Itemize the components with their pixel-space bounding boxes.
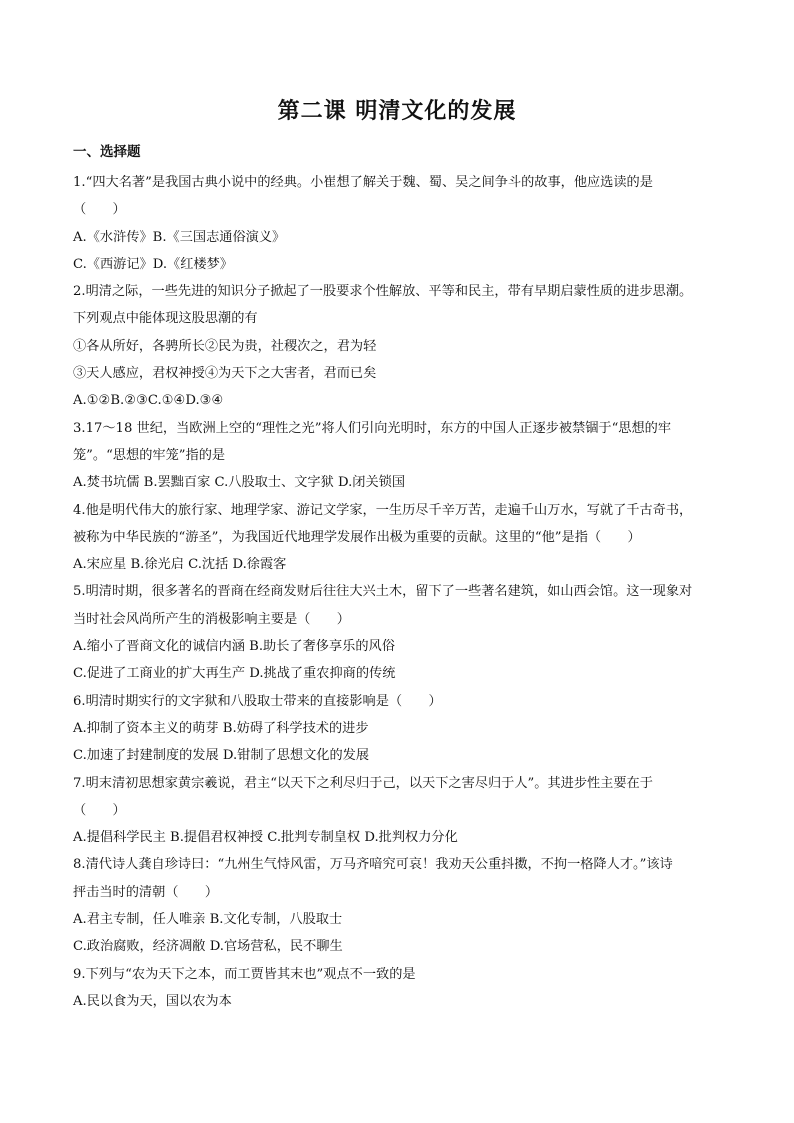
question-item xyxy=(73,688,723,770)
question-option-line: A.提倡科学民主 B.提倡君权神授 C.批判专制皇权 D.批判权力分化 xyxy=(73,830,458,846)
question-item xyxy=(73,497,723,579)
question-item xyxy=(73,169,723,278)
question-stem-line: 9.下列与“农为天下之本，而工贾皆其末也”观点不一致的是 xyxy=(73,966,416,982)
question-option-line: A.宋应星 B.徐光启 C.沈括 D.徐霞客 xyxy=(73,557,287,573)
question-option-line: C.《西游记》D.《红楼梦》 xyxy=(73,256,233,272)
question-option-line: A.《水浒传》B.《三国志通俗演义》 xyxy=(73,229,286,245)
question-option-line: A.君主专制，任人唯亲 B.文化专制，八股取士 xyxy=(73,912,343,928)
question-stem-line: 8.清代诗人龚自珍诗曰：“九州生气恃风雷，万马齐喑究可哀！我劝天公重抖擞，不拘一格降人才。”该诗 xyxy=(73,857,673,873)
question-list xyxy=(73,142,723,1015)
question-option-line: ①各从所好，各骋所长②民为贵，社稷次之，君为轻 xyxy=(73,338,377,354)
question-stem-line: 抨击当时的清朝（ ） xyxy=(73,884,219,900)
question-item xyxy=(73,415,723,497)
question-option-line: A.缩小了晋商文化的诚信内涵 B.助长了奢侈享乐的风俗 xyxy=(73,639,395,655)
question-stem-line: （ ） xyxy=(73,202,126,218)
question-stem-line: 4.他是明代伟大的旅行家、地理学家、游记文学家，一生历尽千辛万苦，走遍千山万水，写就了千古奇书， xyxy=(73,502,693,518)
question-option-line: A.民以食为天，国以农为本 xyxy=(73,993,232,1009)
question-stem-line: 5.明清时期，很多著名的晋商在经商发财后往往大兴土木，留下了一些著名建筑，如山西会馆。这一现象对 xyxy=(73,584,693,600)
question-option-line: A.焚书坑儒 B.罢黜百家 C.八股取士、文字狱 D.闭关锁国 xyxy=(73,475,406,491)
question-item xyxy=(73,578,723,687)
question-option-line: A.抑制了资本主义的萌芽 B.妨碍了科学技术的进步 xyxy=(73,720,369,736)
questions-container xyxy=(73,169,723,1015)
question-item xyxy=(73,278,723,414)
question-option-line: ③天人感应，君权神授④为天下之大害者，君而已矣 xyxy=(73,366,377,382)
question-stem-line: 当时社会风尚所产生的消极影响主要是（ ） xyxy=(73,611,350,627)
question-option-line: C.促进了工商业的扩大再生产 D.挑战了重农抑商的传统 xyxy=(73,666,396,682)
page-title: 第二课 明清文化的发展 xyxy=(277,99,517,124)
question-stem-line: （ ） xyxy=(73,802,126,818)
question-option-line: C.政治腐败，经济凋敝 D.官场营私，民不聊生 xyxy=(73,939,343,955)
question-stem-line: 被称为中华民族的“游圣”，为我国近代地理学发展作出极为重要的贡献。这里的“他”是指（ ） xyxy=(73,529,641,545)
question-item xyxy=(73,961,723,1016)
question-stem-line: 1.“四大名著”是我国古典小说中的经典。小崔想了解关于魏、蜀、吴之间争斗的故事，他应选读的是 xyxy=(73,175,653,190)
question-stem-line: 笼”。“思想的牢笼”指的是 xyxy=(73,447,226,463)
question-item xyxy=(73,851,723,960)
section-heading: 一、选择题 xyxy=(73,144,141,160)
question-stem-line: 2.明清之际，一些先进的知识分子掀起了一股要求个性解放、平等和民主，带有早期启蒙性质的进步思潮。 xyxy=(73,284,693,300)
question-stem-line: 下列观点中能体现这股思潮的有 xyxy=(73,311,258,327)
question-option-line: A.①②B.②③C.①④D.③④ xyxy=(73,393,224,409)
question-item xyxy=(73,770,723,852)
question-stem-line: 7.明末清初思想家黄宗羲说，君主“以天下之利尽归于己，以天下之害尽归于人”。其进步性主要在于 xyxy=(73,775,653,791)
question-stem-line: 3.17～18 世纪，当欧洲上空的“理性之光”将人们引向光明时，东方的中国人正逐步被禁锢于“思想的牢 xyxy=(73,420,672,436)
question-stem-line: 6.明清时期实行的文字狱和八股取士带来的直接影响是（ ） xyxy=(73,693,442,709)
question-option-line: C.加速了封建制度的发展 D.钳制了思想文化的发展 xyxy=(73,748,370,764)
